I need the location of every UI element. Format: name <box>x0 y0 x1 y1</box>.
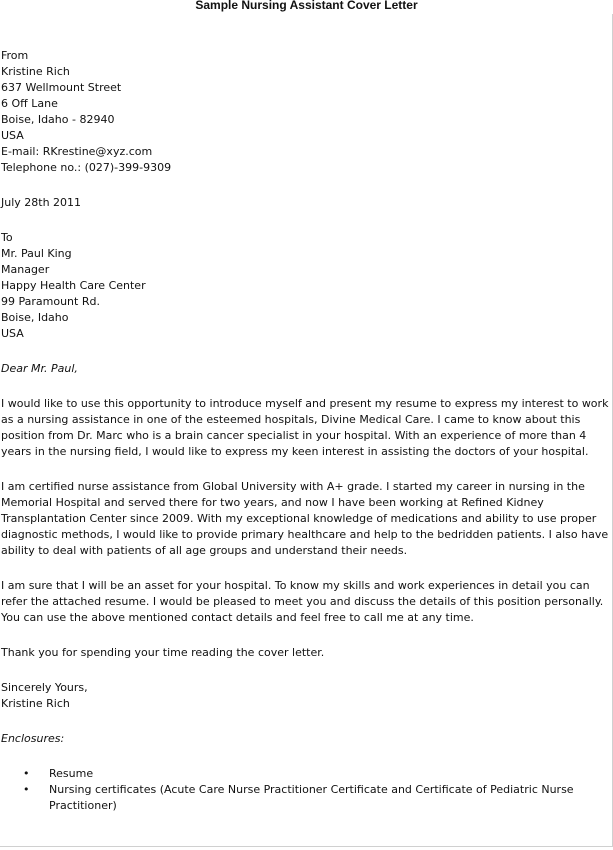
list-item <box>1 766 609 782</box>
sender-name: Kristine Rich <box>1 65 70 78</box>
sender-street: 637 Wellmount Street <box>1 81 122 94</box>
body-paragraph-3 <box>1 578 609 626</box>
letter-date: July 28th 2011 <box>1 196 82 209</box>
enclosure-item-text: Nursing certificates (Acute Care Nurse Practitioner Certificate and Certificate of Pediatric Nurse <box>49 783 574 796</box>
paragraph-line: I am sure that I will be an asset for your hospital. To know my skills and work experiences in detail you can <box>1 579 590 592</box>
paragraph-line: diagnostic methods, I would like to provide primary healthcare and help to the bedridden patients. I also have <box>1 528 609 541</box>
body-paragraph-1 <box>1 396 609 460</box>
paragraph-line: as a nursing assistance in one of the esteemed hospitals, Divine Medical Care. I came to know about this <box>1 413 581 426</box>
cover-letter <box>1 48 609 814</box>
paragraph-line: position from Dr. Marc who is a brain cancer specialist in your hospital. With an experience of more than 4 <box>1 429 587 442</box>
recipient-name: Mr. Paul King <box>1 247 72 260</box>
recipient-title: Manager <box>1 263 50 276</box>
list-item <box>1 782 609 814</box>
bullet-icon: • <box>23 783 30 796</box>
paragraph-line: I am certified nurse assistance from Global University with A+ grade. I started my career in nursing in the <box>1 480 585 493</box>
recipient-organization: Happy Health Care Center <box>1 279 146 292</box>
paragraph-line: I would like to use this opportunity to introduce myself and present my resume to express my interest to work <box>1 397 609 410</box>
closing-signature-name: Kristine Rich <box>1 697 70 710</box>
paragraph-line: ability to deal with patients of all age groups and understand their needs. <box>1 544 408 557</box>
recipient-heading: To <box>1 231 13 244</box>
sender-heading: From <box>1 49 29 62</box>
enclosure-item-text: Resume <box>49 767 94 780</box>
closing <box>1 680 609 712</box>
enclosures-list <box>1 766 609 814</box>
sender-city: Boise, Idaho - 82940 <box>1 113 115 126</box>
paragraph-line: refer the attached resume. I would be pleased to meet you and discuss the details of this position personally. <box>1 595 604 608</box>
document-title: Sample Nursing Assistant Cover Letter <box>195 0 418 12</box>
paragraph-line: Transplantation Center since 2009. With my exceptional knowledge of medications and ability to use proper <box>1 512 597 525</box>
paragraph-line: years in the nursing field, I would like to express my keen interest in assisting the doctors of your hospital. <box>1 445 589 458</box>
recipient-country: USA <box>1 327 24 340</box>
sender-address <box>1 48 609 176</box>
paragraph-line: Memorial Hospital and served there for two years, and now I have been working at Refined Kidney <box>1 496 544 509</box>
page-bottom-border <box>0 846 613 847</box>
bullet-icon: • <box>23 767 30 780</box>
recipient-street: 99 Paramount Rd. <box>1 295 100 308</box>
recipient-address <box>1 230 609 342</box>
paragraph-line: Thank you for spending your time reading the cover letter. <box>1 646 325 659</box>
enclosures-heading: Enclosures: <box>1 732 65 745</box>
closing-phrase: Sincerely Yours, <box>1 681 88 694</box>
sender-telephone: Telephone no.: (027)-399-9309 <box>1 161 172 174</box>
paragraph-line: You can use the above mentioned contact details and feel free to call me at any time. <box>1 611 474 624</box>
sender-country: USA <box>1 129 24 142</box>
enclosure-item-text: Practitioner) <box>49 799 117 812</box>
body-paragraph-2 <box>1 479 609 559</box>
sender-email: E-mail: RKrestine@xyz.com <box>1 145 153 158</box>
recipient-city: Boise, Idaho <box>1 311 69 324</box>
body-paragraph-4 <box>1 645 609 661</box>
sender-lane: 6 Off Lane <box>1 97 58 110</box>
salutation: Dear Mr. Paul, <box>1 362 78 375</box>
